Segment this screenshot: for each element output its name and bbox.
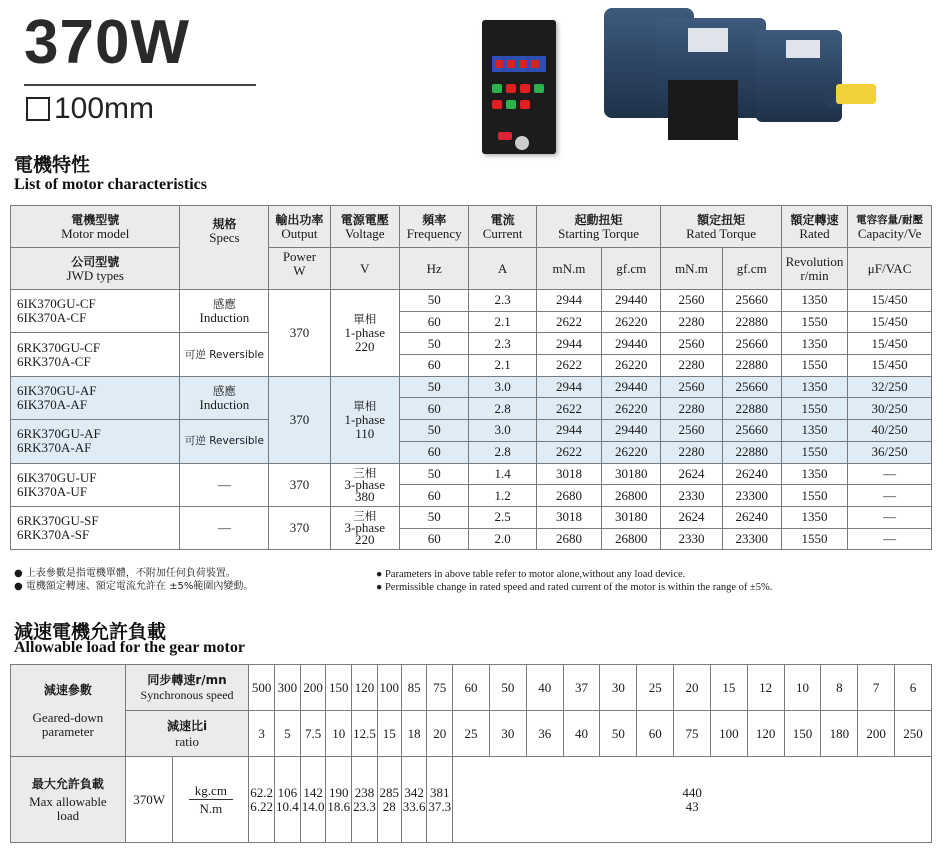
speed-cell: 6: [895, 665, 932, 711]
table-row: [11, 463, 932, 485]
cell: 25660: [722, 333, 781, 355]
cell: 2622: [536, 398, 601, 420]
ratio-cell: 200: [858, 711, 895, 757]
col-company: 公司型號 JWD types: [11, 248, 180, 290]
voltage-cell: 單相 1-phase 110: [330, 376, 399, 463]
speed-cell: 30: [600, 665, 637, 711]
model-cell: 6IK370GU-UF 6IK370A-UF: [11, 463, 180, 506]
cell: 2944: [536, 376, 601, 398]
cell: 25660: [722, 420, 781, 442]
cell: 1550: [781, 441, 847, 463]
speed-controller-image: [482, 20, 556, 154]
header-row: [11, 206, 932, 248]
cell: 2944: [536, 420, 601, 442]
speed-cell: 120: [352, 665, 378, 711]
section-title-en: List of motor characteristics: [14, 176, 207, 193]
unit-volt: V: [330, 248, 399, 290]
speed-cell: 200: [300, 665, 326, 711]
unit-amp: A: [469, 248, 536, 290]
cell: 2.3: [469, 333, 536, 355]
cell: 2560: [661, 333, 722, 355]
cell: 2.5: [469, 506, 536, 528]
load-cell: 190 18.6: [326, 757, 352, 843]
controller-button: [506, 84, 516, 93]
ratio-row: [11, 711, 932, 757]
unit-power: Power W: [269, 248, 330, 290]
ratio-cell: 36: [526, 711, 563, 757]
table-row: [11, 376, 932, 398]
note-zh-2: ● 電機額定轉速、額定電流允許在 ±5%範圍內變動。: [14, 581, 254, 592]
cell: —: [848, 506, 932, 528]
cell: 2.8: [469, 398, 536, 420]
frame-size: [26, 92, 154, 126]
speed-cell: 40: [526, 665, 563, 711]
voltage-cell: 三相 3-phase 380: [330, 463, 399, 506]
cell: 26220: [602, 441, 661, 463]
cell: 2944: [536, 333, 601, 355]
voltage-cell: 三相 3-phase 220: [330, 506, 399, 549]
col-starting-torque: 起動扭矩 Starting Torque: [536, 206, 661, 248]
speed-cell: 15: [710, 665, 747, 711]
spec-cell: 感應 Induction: [180, 290, 269, 333]
section-title-en: Allowable load for the gear motor: [14, 639, 245, 656]
cell: 30180: [602, 463, 661, 485]
cell: 26240: [722, 463, 781, 485]
square-icon: [26, 97, 50, 121]
spec-cell: —: [180, 506, 269, 549]
load-cell: 106 10.4: [275, 757, 301, 843]
cell: 50: [399, 420, 468, 442]
cell: 15/450: [848, 355, 932, 377]
cell: 26220: [602, 311, 661, 333]
cell: 1550: [781, 485, 847, 507]
cell: 60: [399, 441, 468, 463]
speed-cell: 10: [784, 665, 821, 711]
cell: 29440: [602, 333, 661, 355]
cell: —: [848, 528, 932, 550]
cell: 2680: [536, 485, 601, 507]
ratio-cell: 120: [747, 711, 784, 757]
cell: 40/250: [848, 420, 932, 442]
ratio-cell: 5: [275, 711, 301, 757]
power-cell: 370W: [125, 757, 173, 843]
speed-cell: 300: [275, 665, 301, 711]
col-rated-torque: 額定扭矩 Rated Torque: [661, 206, 781, 248]
controller-button: [534, 84, 544, 93]
load-cell: 381 37.3: [427, 757, 453, 843]
unit-gfcm: gf.cm: [602, 248, 661, 290]
speed-cell: 20: [674, 665, 711, 711]
table-row: [11, 290, 932, 312]
load-cell: 62.2 6.22: [249, 757, 275, 843]
cell: 22880: [722, 398, 781, 420]
speed-cell: 37: [563, 665, 600, 711]
cell: 1350: [781, 506, 847, 528]
table-row: [11, 333, 932, 355]
cell: 1550: [781, 528, 847, 550]
cell: 2280: [661, 441, 722, 463]
ratio-cell: 40: [563, 711, 600, 757]
cell: 26240: [722, 506, 781, 528]
speed-cell: 75: [427, 665, 453, 711]
cell: 23300: [722, 485, 781, 507]
ratio-cell: 30: [489, 711, 526, 757]
col-model: 電機型號 Motor model: [11, 206, 180, 248]
cell: 2.0: [469, 528, 536, 550]
cell: 29440: [602, 420, 661, 442]
speed-knob: [515, 136, 529, 150]
cell: 60: [399, 485, 468, 507]
frame-size-label: 100mm: [54, 92, 155, 125]
cell: —: [848, 463, 932, 485]
unit-uf: μF/VAC: [848, 248, 932, 290]
cell: 2622: [536, 441, 601, 463]
cell: 29440: [602, 290, 661, 312]
gear-load-table: [10, 664, 932, 843]
unit-cell: $\frac{kg.cm}{N.m}$: [173, 757, 249, 843]
cell: 2680: [536, 528, 601, 550]
speed-cell: 8: [821, 665, 858, 711]
ratio-cell: 25: [453, 711, 490, 757]
note-en-2: ● Permissible change in rated speed and rated current of the motor is within the range of ±5%.: [376, 582, 773, 593]
ratio-label: 減速比i ratio: [125, 711, 248, 757]
cell: 2560: [661, 376, 722, 398]
cell: 2.3: [469, 290, 536, 312]
cell: 3018: [536, 506, 601, 528]
ratio-cell: 15: [377, 711, 401, 757]
model-cell: 6RK370GU-SF 6RK370A-SF: [11, 506, 180, 549]
cell: 30180: [602, 506, 661, 528]
ratio-cell: 7.5: [300, 711, 326, 757]
col-voltage: 電源電壓 Voltage: [330, 206, 399, 248]
cell: 22880: [722, 311, 781, 333]
cell: 15/450: [848, 311, 932, 333]
speed-cell: 7: [858, 665, 895, 711]
cell: 2560: [661, 420, 722, 442]
cell: 60: [399, 528, 468, 550]
unit-rpm: Revolution r/min: [781, 248, 847, 290]
cell: 2624: [661, 463, 722, 485]
load-label: 最大允許負載 Max allowable load: [11, 757, 126, 843]
cell: 1.4: [469, 463, 536, 485]
col-capacity: 電容容量/耐壓 Capacity/Ve: [848, 206, 932, 248]
cell: 30/250: [848, 398, 932, 420]
ratio-cell: 50: [600, 711, 637, 757]
cell: 3.0: [469, 376, 536, 398]
load-cell: 238 23.3: [352, 757, 378, 843]
ratio-cell: 60: [637, 711, 674, 757]
cell: 15/450: [848, 290, 932, 312]
cell: 2330: [661, 485, 722, 507]
unit-gfcm: gf.cm: [722, 248, 781, 290]
cell: 2560: [661, 290, 722, 312]
cell: 15/450: [848, 333, 932, 355]
cell: 25660: [722, 290, 781, 312]
cell: 3018: [536, 463, 601, 485]
cell: 36/250: [848, 441, 932, 463]
cell: 26800: [602, 485, 661, 507]
ratio-cell: 10: [326, 711, 352, 757]
cell: 1350: [781, 420, 847, 442]
cell: 1350: [781, 290, 847, 312]
cell: 29440: [602, 376, 661, 398]
output-cell: 370: [269, 290, 330, 377]
speed-cell: 25: [637, 665, 674, 711]
note-zh-1: ● 上表參數是指電機單體，不附加任何負荷裝置。: [14, 568, 236, 579]
model-cell: 6RK370GU-CF 6RK370A-CF: [11, 333, 180, 376]
model-cell: 6RK370GU-AF 6RK370A-AF: [11, 420, 180, 463]
display-digit: [507, 60, 515, 68]
cell: 2.1: [469, 355, 536, 377]
cell: 1.2: [469, 485, 536, 507]
cell: 1350: [781, 376, 847, 398]
load-row: [11, 757, 932, 843]
cell: 3.0: [469, 420, 536, 442]
spec-cell: 可逆 Reversible: [180, 420, 269, 463]
cell: 2624: [661, 506, 722, 528]
model-cell: 6IK370GU-AF 6IK370A-AF: [11, 376, 180, 419]
cell: 1550: [781, 398, 847, 420]
table-row: [11, 506, 932, 528]
cell: 50: [399, 290, 468, 312]
unit-mnm: mN.m: [661, 248, 722, 290]
col-current: 電流 Current: [469, 206, 536, 248]
speed-cell: 50: [489, 665, 526, 711]
cell: 2622: [536, 355, 601, 377]
max-load-cell: 440 43: [453, 757, 932, 843]
col-specs: 規格 Specs: [180, 206, 269, 290]
section-title-zh: 電機特性: [14, 154, 91, 176]
unit-mnm: mN.m: [536, 248, 601, 290]
ratio-cell: 100: [710, 711, 747, 757]
unit-hz: Hz: [399, 248, 468, 290]
controller-button: [492, 84, 502, 93]
gear-motor-image: [596, 0, 886, 150]
note-en-1: ● Parameters in above table refer to motor alone,without any load device.: [376, 569, 686, 580]
ratio-cell: 20: [427, 711, 453, 757]
cell: 23300: [722, 528, 781, 550]
cell: 2280: [661, 311, 722, 333]
col-revolution: 額定轉速 Rated: [781, 206, 847, 248]
model-cell: 6IK370GU-CF 6IK370A-CF: [11, 290, 180, 333]
cell: 60: [399, 398, 468, 420]
ratio-cell: 250: [895, 711, 932, 757]
display-digit: [531, 60, 539, 68]
table-row: [11, 420, 932, 442]
ratio-cell: 18: [401, 711, 427, 757]
cell: 1550: [781, 311, 847, 333]
cell: 2280: [661, 398, 722, 420]
cell: 2280: [661, 355, 722, 377]
ratio-cell: 3: [249, 711, 275, 757]
cell: 1550: [781, 355, 847, 377]
cell: 2330: [661, 528, 722, 550]
brand-logo: [498, 132, 512, 140]
controller-button: [506, 100, 516, 109]
cell: 50: [399, 333, 468, 355]
load-cell: 285 28: [377, 757, 401, 843]
cell: 2.8: [469, 441, 536, 463]
col-frequency: 頻率 Frequency: [399, 206, 468, 248]
speed-cell: 500: [249, 665, 275, 711]
speed-cell: 85: [401, 665, 427, 711]
display-digit: [495, 60, 503, 68]
cell: 50: [399, 376, 468, 398]
spec-cell: 可逆 Reversible: [180, 333, 269, 376]
speed-cell: 100: [377, 665, 401, 711]
cell: 1350: [781, 333, 847, 355]
output-cell: 370: [269, 506, 330, 549]
cell: 32/250: [848, 376, 932, 398]
cell: 2622: [536, 311, 601, 333]
title-rule: [24, 84, 256, 86]
col-output: 輸出功率 Output: [269, 206, 330, 248]
voltage-cell: 單相 1-phase 220: [330, 290, 399, 377]
spec-cell: —: [180, 463, 269, 506]
ratio-cell: 150: [784, 711, 821, 757]
speed-cell: 12: [747, 665, 784, 711]
cell: 60: [399, 311, 468, 333]
cell: —: [848, 485, 932, 507]
controller-button: [520, 84, 530, 93]
cell: 26220: [602, 355, 661, 377]
page-title: 370W: [24, 8, 190, 77]
ratio-cell: 12.5: [352, 711, 378, 757]
cell: 50: [399, 463, 468, 485]
ratio-cell: 75: [674, 711, 711, 757]
unit-row: [11, 248, 932, 290]
cell: 2944: [536, 290, 601, 312]
cell: 26220: [602, 398, 661, 420]
controller-button: [520, 100, 530, 109]
cell: 22880: [722, 441, 781, 463]
cell: 26800: [602, 528, 661, 550]
cell: 1350: [781, 463, 847, 485]
cell: 60: [399, 355, 468, 377]
spec-cell: 感應 Induction: [180, 376, 269, 419]
speed-cell: 150: [326, 665, 352, 711]
cell: 25660: [722, 376, 781, 398]
output-cell: 370: [269, 376, 330, 463]
motor-characteristics-table: [10, 205, 932, 550]
cell: 22880: [722, 355, 781, 377]
load-cell: 342 33.6: [401, 757, 427, 843]
speed-cell: 60: [453, 665, 490, 711]
display-digit: [519, 60, 527, 68]
section-title-zh: 減速電機允許負載: [14, 621, 167, 643]
cell: 2.1: [469, 311, 536, 333]
speed-label: 同步轉速r/mn Synchronous speed: [125, 665, 248, 711]
controller-button: [492, 100, 502, 109]
ratio-cell: 180: [821, 711, 858, 757]
load-cell: 142 14.0: [300, 757, 326, 843]
output-cell: 370: [269, 463, 330, 506]
param-label: 減速參數 Geared-down parameter: [11, 665, 126, 757]
speed-row: [11, 665, 932, 711]
cell: 50: [399, 506, 468, 528]
